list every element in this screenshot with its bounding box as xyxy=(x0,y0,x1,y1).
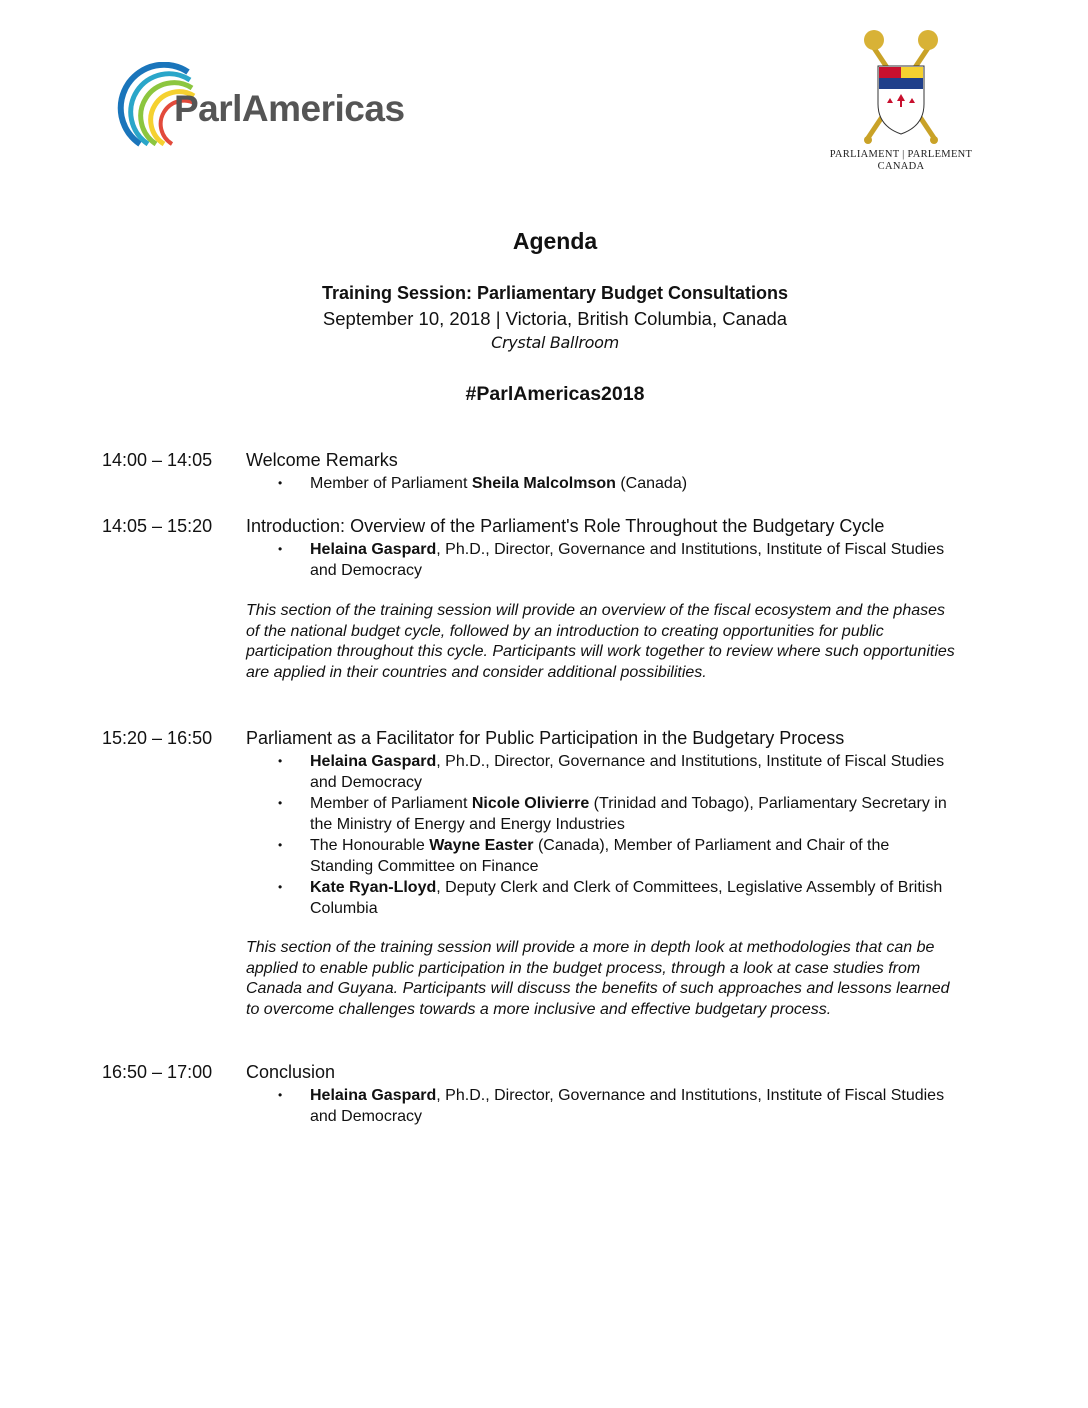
speaker-details: , Ph.D., Director, Governance and Institutions, Institute of Fiscal Studies and Democracy xyxy=(310,541,945,579)
speaker-details: (Trinidad and Tobago), Parliamentary Secretary in the Ministry of Energy and Energy Industries xyxy=(310,795,947,833)
speaker-name: Helaina Gaspard xyxy=(310,1087,437,1104)
session-title: Introduction: Overview of the Parliament's Role Throughout the Budgetary Cycle xyxy=(246,516,885,536)
speaker-list xyxy=(278,473,948,494)
speaker-item xyxy=(278,1085,948,1127)
event-hashtag: #ParlAmericas2018 xyxy=(465,383,645,405)
event-subtitle: Training Session: Parliamentary Budget Consultations xyxy=(321,283,789,303)
speaker-item xyxy=(278,473,948,494)
speaker-item xyxy=(278,835,948,877)
crest-label-line2: CANADA xyxy=(877,161,925,172)
crest-label-line1: PARLIAMENT | PARLEMENT xyxy=(829,149,973,160)
session-description: This section of the training session will provide a more in depth look at methodologies that can be applied to enable public participation in the budget process, through a look at case studies from Canada and Guyana. Participants will discuss the benefits of such approaches and lessons learned to overcome challenges towards a more inclusive and effective budgetary process. xyxy=(246,939,950,1018)
speaker-name: Helaina Gaspard xyxy=(310,753,437,770)
session-time: 16:50 – 17:00 xyxy=(102,1062,213,1082)
speaker-prefix: Member of Parliament xyxy=(310,475,472,492)
session-time: 14:00 – 14:05 xyxy=(102,450,213,470)
session-title: Conclusion xyxy=(246,1062,336,1082)
speaker-details: (Canada), Member of Parliament and Chair of the Standing Committee on Finance xyxy=(310,837,890,875)
speaker-details: , Deputy Clerk and Clerk of Committees, Legislative Assembly of British Columbia xyxy=(310,879,943,917)
speaker-list xyxy=(278,751,948,919)
speaker-list xyxy=(278,539,948,581)
parlamericas-logo xyxy=(110,62,430,154)
event-venue: Crystal Ballroom xyxy=(491,333,619,352)
crest-icon xyxy=(826,18,976,146)
speaker-name: Helaina Gaspard xyxy=(310,541,437,558)
speaker-name: Sheila Malcolmson xyxy=(471,475,616,492)
parliament-of-canada-crest xyxy=(826,18,976,178)
speaker-list xyxy=(278,1085,948,1127)
session-time: 14:05 – 15:20 xyxy=(102,516,213,536)
speaker-details: , Ph.D., Director, Governance and Institutions, Institute of Fiscal Studies and Democracy xyxy=(310,1087,945,1125)
speaker-name: Kate Ryan-Lloyd xyxy=(310,879,437,896)
speaker-prefix: Member of Parliament xyxy=(310,795,472,812)
event-dateline: September 10, 2018 | Victoria, British Columbia, Canada xyxy=(322,308,788,329)
page-title: Agenda xyxy=(512,228,598,254)
speaker-item xyxy=(278,539,948,581)
speaker-details: , Ph.D., Director, Governance and Institutions, Institute of Fiscal Studies and Democracy xyxy=(310,753,945,791)
speaker-details: (Canada) xyxy=(615,475,688,492)
speaker-item xyxy=(278,751,948,793)
session-time: 15:20 – 16:50 xyxy=(102,728,213,748)
speaker-item xyxy=(278,877,948,919)
session-title: Welcome Remarks xyxy=(246,450,398,470)
speaker-prefix: The Honourable xyxy=(310,837,430,854)
speaker-item xyxy=(278,793,948,835)
speaker-name: Wayne Easter xyxy=(429,837,534,854)
speaker-name: Nicole Olivierre xyxy=(471,795,590,812)
logo-wordmark: ParlAmericas xyxy=(174,88,405,129)
session-description: This section of the training session will provide an overview of the fiscal ecosystem and the phases of the national budget cycle, followed by an introduction to creating opportunities for public participation throughout this cycle. Participants will work together to review where such opportunities are applied in their countries and consider additional possibilities. xyxy=(246,602,955,681)
session-title: Parliament as a Facilitator for Public Participation in the Budgetary Process xyxy=(246,728,845,748)
